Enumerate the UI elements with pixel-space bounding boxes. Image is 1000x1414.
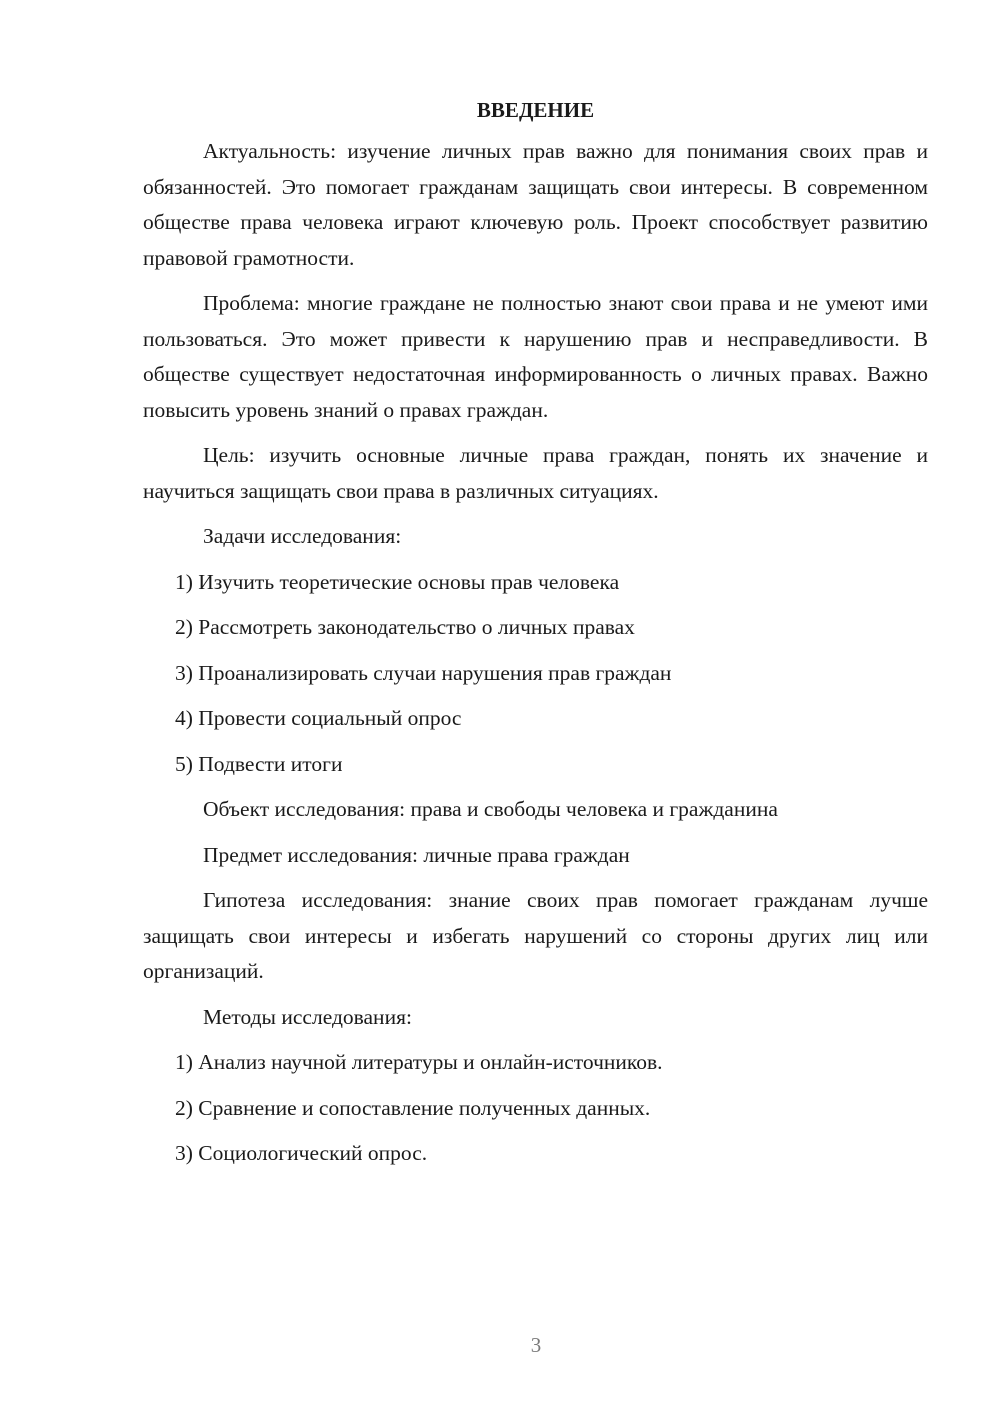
- object-paragraph: Объект исследования: права и свободы человека и гражданина: [203, 797, 778, 821]
- task-item: 2) Рассмотреть законодательство о личных правах: [175, 615, 635, 639]
- method-item: 1) Анализ научной литературы и онлайн-источников.: [175, 1050, 663, 1074]
- method-item: 2) Сравнение и сопоставление полученных данных.: [175, 1095, 651, 1120]
- task-item: 5) Подвести итоги: [175, 751, 343, 776]
- methods-heading: Методы исследования:: [203, 1004, 412, 1029]
- methods-list: [143, 1045, 928, 1172]
- tasks-heading: Задачи исследования:: [203, 524, 402, 548]
- task-item: 1) Изучить теоретические основы прав человека: [175, 569, 620, 594]
- problem-paragraph: Проблема: многие граждане не полностью знают свои права и не умеют ими пользоваться. Это может привести к нарушению прав и несправедливости. В обществе существует недостаточная информированность о личных правах. Важно повысить уровень знаний о правах граждан.: [143, 291, 928, 422]
- tasks-list: [143, 565, 928, 783]
- section-title: ВВЕДЕНИЕ: [476, 98, 595, 122]
- document-page: [143, 92, 928, 1182]
- relevance-paragraph: Актуальность: изучение личных прав важно для понимания своих прав и обязанностей. Это помогает гражданам защищать свои интересы. В современном обществе права человека играют ключевую роль. Проект способствует развитию правовой грамотности.: [143, 139, 928, 270]
- method-item: 3) Социологический опрос.: [175, 1141, 428, 1165]
- task-item: 4) Провести социальный опрос: [175, 706, 462, 730]
- task-item: 3) Проанализировать случаи нарушения прав граждан: [175, 660, 672, 685]
- page-number: 3: [530, 1333, 542, 1357]
- hypothesis-paragraph: Гипотеза исследования: знание своих прав помогает гражданам лучше защищать свои интересы и избегать нарушений со стороны других лиц или организаций.: [143, 888, 928, 983]
- subject-paragraph: Предмет исследования: личные права граждан: [203, 842, 630, 867]
- goal-paragraph: Цель: изучить основные личные права граждан, понять их значение и научиться защищать свои права в различных ситуациях.: [143, 443, 928, 503]
